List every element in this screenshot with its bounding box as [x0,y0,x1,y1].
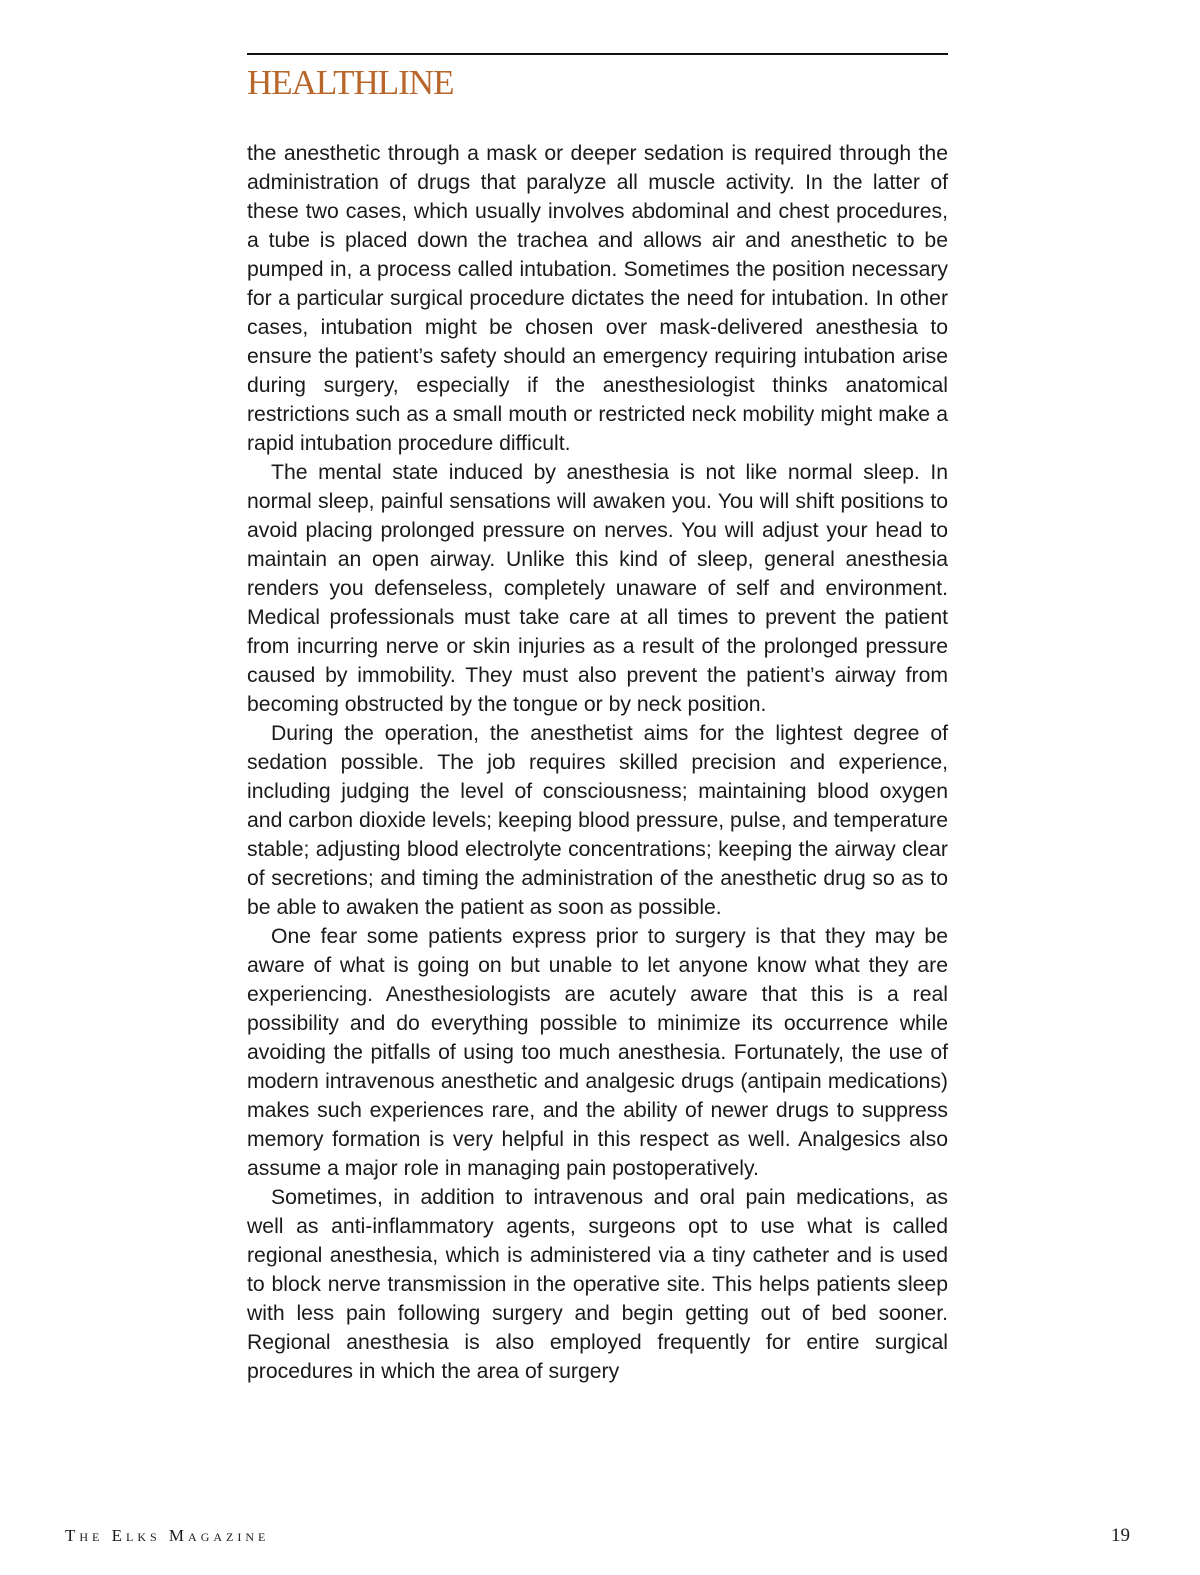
article-body [247,139,948,1386]
article-paragraph-1: the anesthetic through a mask or deeper sedation is required through the administration of drugs that paralyze all muscle activity. In the latter of these two cases, which usually involves abdominal and chest procedures, a tube is placed down the trachea and allows air and anesthetic to be pumped in, a process called intubation. Sometimes the position necessary for a particular surgical procedure dictates the need for intubation. In other cases, intubation might be chosen over mask-delivered anesthesia to ensure the patient’s safety should an emergency requiring intubation arise during surgery, especially if the anesthesiologist thinks anatomical restrictions such as a small mouth or restricted neck mobility might make a rapid intubation procedure difficult. [247,142,948,455]
article-paragraph-3: During the operation, the anesthetist aims for the lightest degree of sedation possible. The job requires skilled precision and experience, including judging the level of consciousness; maintaining blood oxygen and carbon dioxide levels; keeping blood pressure, pulse, and temperature stable; adjusting blood electrolyte concentrations; keeping the airway clear of secretions; and timing the administration of the anesthetic drug so as to be able to awaken the patient as soon as possible. [247,722,948,919]
section-title: HEALTHLINE [247,63,454,102]
article-paragraph-4: One fear some patients express prior to surgery is that they may be aware of what is going on but unable to let anyone know what they are experiencing. Anesthesiologists are acutely aware that this is a real possibility and do everything possible to minimize its occurrence while avoiding the pitfalls of using too much anesthesia. Fortunately, the use of modern intravenous anesthetic and analgesic drugs (antipain medications) makes such experiences rare, and the ability of newer drugs to suppress memory formation is very helpful in this respect as well. Analgesics also assume a major role in managing pain postoperatively. [247,925,948,1180]
article-paragraph-2: The mental state induced by anesthesia is not like normal sleep. In normal sleep, painful sensations will awaken you. You will shift positions to avoid placing prolonged pressure on nerves. You will adjust your head to maintain an open airway. Unlike this kind of sleep, general anesthesia renders you defenseless, completely unaware of self and environment. Medical professionals must take care at all times to prevent the patient from incurring nerve or skin injuries as a result of the prolonged pressure caused by immobility. They must also prevent the patient’s airway from becoming obstructed by the tongue or by neck position. [247,461,948,716]
page-number: 19 [1111,1525,1130,1546]
header-rule [247,53,948,55]
article-paragraph-5: Sometimes, in addition to intravenous and oral pain medications, as well as anti-inflammatory agents, surgeons opt to use what is called regional anesthesia, which is administered via a tiny catheter and is used to block nerve transmission in the operative site. This helps patients sleep with less pain following surgery and begin getting out of bed sooner. Regional anesthesia is also employed frequently for entire surgical procedures in which the area of surgery [247,1186,948,1383]
publication-name: The Elks Magazine [65,1526,270,1545]
